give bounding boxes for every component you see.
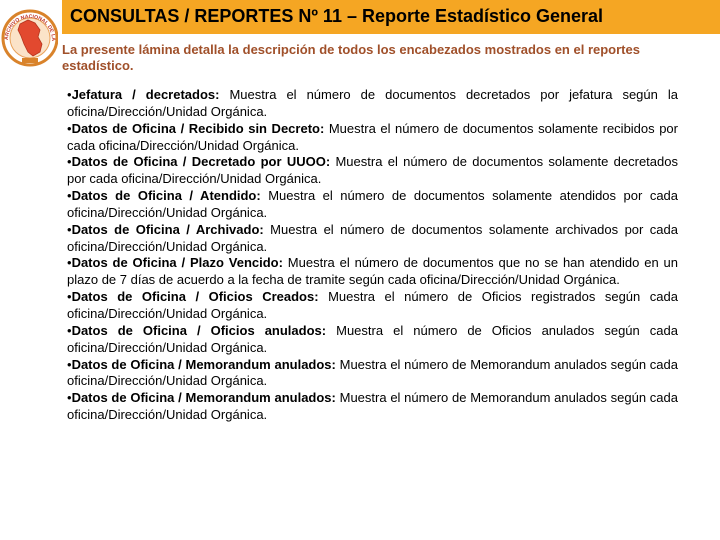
item-description: Muestra el número de Memorandum anulados según cada oficina/Dirección/Unidad Orgánica. [67, 356, 678, 389]
item-term: Datos de Oficina / Atendido: [71, 188, 261, 204]
item-term: Datos de Oficina / Decretado por UUOO: [71, 154, 331, 170]
item-term: Datos de Oficina / Memorandum anulados: [71, 356, 336, 372]
list-item: •Datos de Oficina / Oficios anulados: Muestra el número de Oficios anulados según cada oficina/Dirección/Unidad Orgánica. [67, 322, 678, 355]
list-item: •Datos de Oficina / Recibido sin Decreto: Muestra el número de documentos solamente recibidos por cada oficina/Dirección/Unidad Orgánica. [67, 120, 678, 153]
definitions-list [67, 87, 678, 424]
item-description: Muestra el número de documentos solamente decretados por cada oficina/Dirección/Unidad Orgánica. [67, 154, 678, 187]
item-description: Muestra el número de Memorandum anulados según cada oficina/Dirección/Unidad Orgánica. [67, 390, 678, 423]
item-description: Muestra el número de documentos solamente atendidos por cada oficina/Dirección/Unidad Orgánica. [67, 188, 679, 220]
list-item: •Datos de Oficina / Memorandum anulados: Muestra el número de Memorandum anulados según cada oficina/Dirección/Unidad Orgánica. [67, 356, 678, 389]
list-item: •Datos de Oficina / Decretado por UUOO: Muestra el número de documentos solamente decretados por cada oficina/Dirección/Unidad Orgánica. [67, 154, 678, 187]
item-description: Muestra el número de Oficios anulados según cada oficina/Dirección/Unidad Orgánica. [67, 322, 678, 355]
list-item: •Jefatura / decretados: Muestra el número de documentos decretados por jefatura según la oficina/Dirección/Unidad Orgánica. [67, 87, 678, 119]
list-item: •Datos de Oficina / Oficios Creados: Muestra el número de Oficios registrados según cada oficina/Dirección/Unidad Orgánica. [67, 289, 678, 321]
page-title: CONSULTAS / REPORTES Nº 11 – Reporte Estadístico General [70, 6, 604, 26]
item-term: Jefatura / decretados: [71, 87, 220, 102]
intro-text: La presente lámina detalla la descripción de todos los encabezados mostrados en el reportes estadístico. [62, 42, 640, 73]
item-description: Muestra el número de documentos solamente recibidos por cada oficina/Dirección/Unidad Orgánica. [67, 120, 678, 153]
list-item: •Datos de Oficina / Archivado: Muestra el número de documentos solamente archivados por cada oficina/Dirección/Unidad Orgánica. [67, 221, 678, 254]
item-term: Datos de Oficina / Oficios anulados: [71, 322, 327, 338]
item-description: Muestra el número de documentos que no se han atendido en un plazo de 7 días de acuerdo a la fecha de tramite según cada oficina/Dirección/Unidad Orgánica. [67, 255, 678, 288]
list-item: •Datos de Oficina / Plazo Vencido: Muestra el número de documentos que no se han atendido en un plazo de 7 días de acuerdo a la fecha de tramite según cada oficina/Dirección/Unidad Orgánica. [67, 255, 678, 288]
item-term: Datos de Oficina / Plazo Vencido: [71, 255, 283, 271]
list-item: •Datos de Oficina / Memorandum anulados: Muestra el número de Memorandum anulados según cada oficina/Dirección/Unidad Orgánica. [67, 390, 678, 423]
item-term: Datos de Oficina / Oficios Creados: [71, 289, 319, 305]
peru-map-seal-icon [0, 0, 58, 76]
list-item: •Datos de Oficina / Atendido: Muestra el número de documentos solamente atendidos por cada oficina/Dirección/Unidad Orgánica. [67, 188, 679, 220]
item-description: Muestra el número de documentos decretados por jefatura según la oficina/Dirección/Unidad Orgánica. [67, 87, 678, 119]
item-description: Muestra el número de Oficios registrados según cada oficina/Dirección/Unidad Orgánica. [67, 289, 678, 321]
svg-text:ARCHIVO NACIONAL DE LA REPÚBLI: ARCHIVO NACIONAL DE LA [3, 13, 57, 42]
item-description: Muestra el número de documentos solamente archivados por cada oficina/Dirección/Unidad Orgánica. [67, 221, 678, 254]
item-term: Datos de Oficina / Recibido sin Decreto: [71, 120, 325, 136]
item-term: Datos de Oficina / Archivado: [71, 221, 264, 237]
item-term: Datos de Oficina / Memorandum anulados: [71, 390, 336, 406]
